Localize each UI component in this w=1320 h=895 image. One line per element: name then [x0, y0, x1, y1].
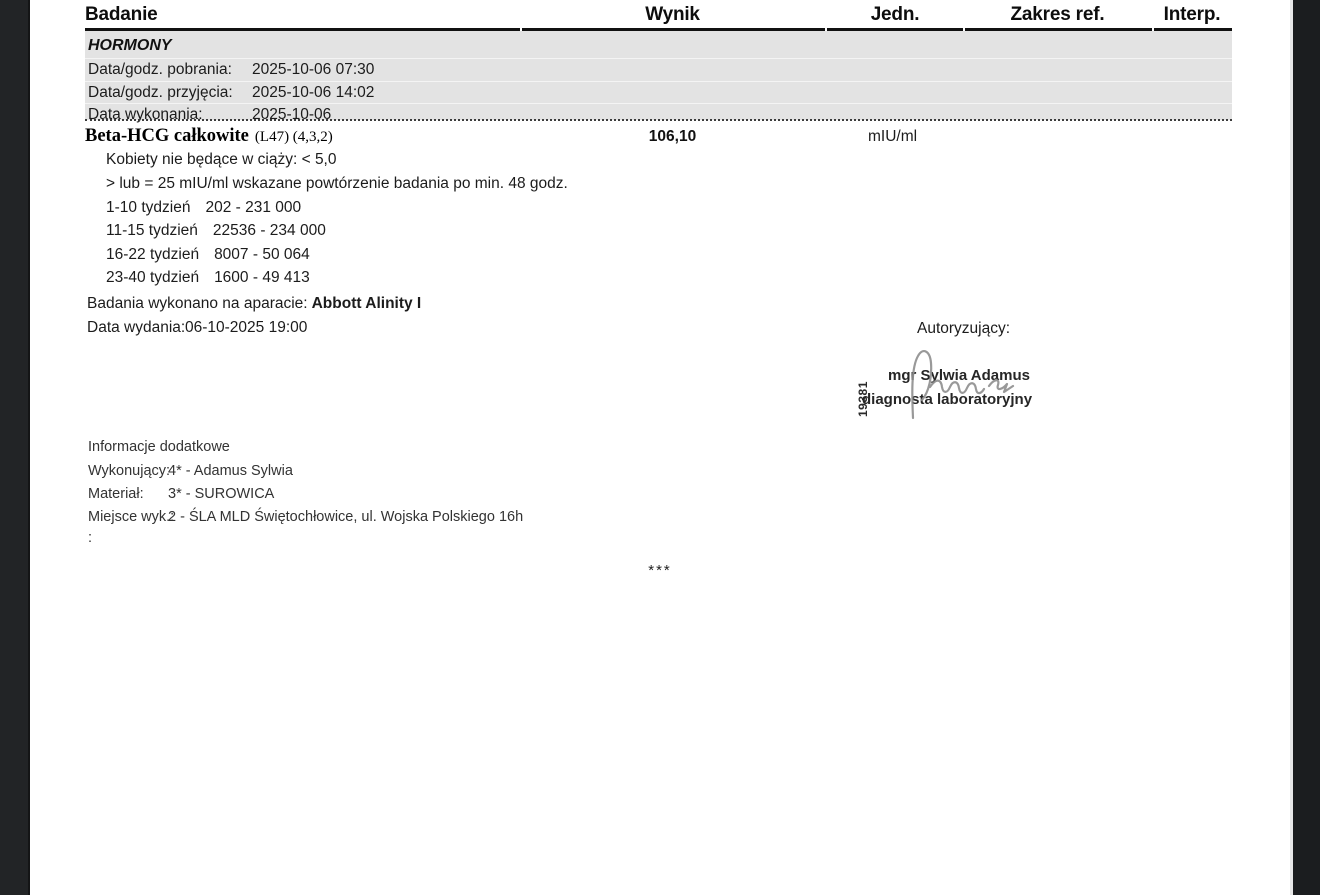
device-line — [87, 295, 421, 313]
viewer-left-bar — [0, 0, 30, 895]
range-values: 1600 - 49 413 — [214, 269, 310, 286]
range-values: 8007 - 50 064 — [214, 246, 310, 263]
test-name-row — [85, 126, 333, 147]
range-values: 202 - 231 000 — [205, 199, 302, 216]
additional-label: Wykonujący: — [88, 463, 171, 479]
additional-info-title: Informacje dodatkowe — [88, 439, 230, 455]
column-header-jedn: Jedn. — [870, 4, 920, 25]
issue-date-line — [87, 319, 307, 337]
additional-row-performer — [88, 463, 293, 479]
test-codes: (L47) (4,3,2) — [254, 129, 333, 145]
additional-label: Miejsce wyk.: — [88, 509, 175, 525]
meta-value: 2025-10-06 07:30 — [252, 61, 375, 78]
range-values: 22536 - 234 000 — [212, 222, 326, 239]
reference-note: Kobiety nie będące w ciąży: < 5,0 — [106, 151, 337, 168]
device-label: Badania wykonano na aparacie: — [87, 295, 308, 312]
additional-value: 2 - ŚLA MLD Świętochłowice, ul. Wojska Polskiego 16h — [168, 509, 524, 525]
device-name: Abbott Alinity I — [311, 295, 422, 312]
additional-row-location — [88, 509, 523, 525]
column-header-interp: Interp. — [1163, 4, 1221, 25]
result-unit: mIU/ml — [868, 128, 918, 145]
additional-value: 4* - Adamus Sylwia — [168, 463, 293, 479]
reference-range-row — [106, 222, 326, 240]
authorizer-title: diagnosta laboratoryjny — [862, 391, 1033, 408]
meta-row-received-date — [88, 84, 374, 102]
authorizer-number: 19381 — [856, 381, 870, 417]
meta-row-collection-date — [88, 61, 374, 79]
row-separator — [85, 81, 1232, 82]
result-value: 106,10 — [648, 128, 697, 145]
row-separator — [85, 103, 1232, 104]
handwritten-signature — [886, 344, 1056, 424]
document-end-marker: *** — [648, 562, 672, 579]
test-name: Beta-HCG całkowite — [85, 126, 249, 146]
additional-row-material — [88, 486, 274, 502]
meta-row-performed-date — [88, 106, 331, 124]
range-period: 1-10 tydzień — [106, 199, 191, 216]
column-header-badanie: Badanie — [85, 4, 158, 25]
row-separator — [85, 58, 1232, 59]
dotted-divider — [85, 119, 1232, 121]
additional-label: Materiał: — [88, 486, 144, 502]
meta-label: Data wykonania: — [88, 106, 203, 123]
authorizer-name: mgr Sylwia Adamus — [888, 367, 1030, 384]
section-title-hormony: HORMONY — [88, 37, 172, 54]
reference-range-row — [106, 199, 301, 217]
issue-date-label: Data wydania: — [87, 319, 186, 336]
range-period: 16-22 tydzień — [106, 246, 200, 263]
additional-value: 3* - SUROWICA — [168, 486, 275, 502]
range-period: 11-15 tydzień — [106, 222, 198, 239]
column-header-wynik: Wynik — [645, 4, 700, 25]
issue-date-value: 06-10-2025 19:00 — [185, 319, 308, 336]
range-period: 23-40 tydzień — [106, 269, 200, 286]
reference-range-row — [106, 246, 310, 264]
reference-range-row — [106, 269, 310, 287]
viewer-right-bar — [1293, 0, 1320, 895]
meta-label: Data/godz. pobrania: — [88, 61, 232, 78]
meta-label: Data/godz. przyjęcia: — [88, 84, 233, 101]
meta-value: 2025-10-06 14:02 — [252, 84, 375, 101]
meta-value: 2025-10-06 — [252, 106, 332, 123]
reference-note: > lub = 25 mIU/ml wskazane powtórzenie badania po min. 48 godz. — [106, 175, 568, 192]
additional-colon: : — [88, 530, 93, 546]
authorizer-label: Autoryzujący: — [917, 320, 1011, 337]
column-header-zakres-ref: Zakres ref. — [1010, 4, 1105, 25]
